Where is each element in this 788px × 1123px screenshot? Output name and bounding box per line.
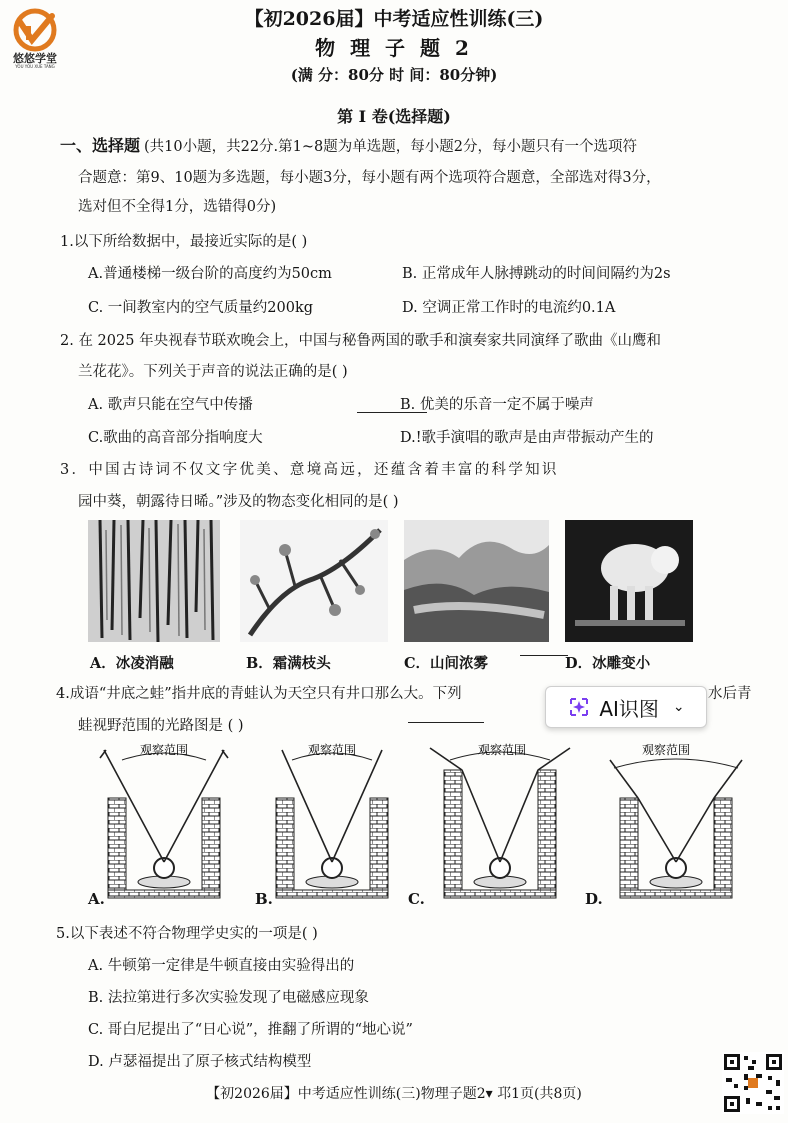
observe-range-label: 观察范围: [140, 743, 189, 757]
well-frog-diagram-icon: [420, 740, 580, 905]
q4-diagram-d: [600, 740, 760, 905]
scan-underline: [520, 655, 568, 656]
q5-option-d: D. 卢瑟福提出了原子核式结构模型: [88, 1054, 312, 1070]
q3-caption-c: C．山间浓雾: [404, 655, 489, 672]
q2-option-d: D.!歌手演唱的歌声是由声带振动产生的: [400, 430, 654, 446]
observe-range-label: 观察范围: [642, 743, 691, 757]
q5-option-c: C. 哥白尼提出了“日心说”，推翻了所谓的“地心说”: [88, 1022, 413, 1038]
q5-option-b: B. 法拉第进行多次实验发现了电磁感应现象: [88, 990, 369, 1006]
chevron-down-icon: ⌄: [672, 699, 685, 715]
q3-image-ice-sculpture: [565, 520, 693, 642]
section-intro-1: (共10小题，共22分.第1~8题为单选题，每小题2分，每小题只有一个选项符: [144, 139, 637, 155]
q3-image-mountain-fog: [404, 520, 549, 642]
q3-caption-a: A．冰凌消融: [90, 655, 174, 672]
q3-stem-2: 园中葵，朝露待日晞。”涉及的物态变化相同的是( ): [78, 494, 399, 510]
section-intro-3: 选对但不全得1分，选错得0分): [78, 199, 277, 215]
volume-heading: 第 I 卷(选择题): [337, 107, 451, 126]
ice-sculpture-icon: [565, 520, 693, 642]
q4-diagram-c: [420, 740, 580, 905]
q2-option-a: A. 歌声只能在空气中传播: [88, 397, 253, 413]
frost-branch-icon: [240, 520, 388, 642]
logo-sub-text: YOU YOU XUE TANG: [15, 64, 55, 69]
ai-recognize-button[interactable]: [545, 686, 707, 728]
q2-option-b: B. 优美的乐音一定不属于噪声: [400, 397, 594, 413]
well-frog-diagram-icon: [84, 740, 244, 905]
q1-stem: 1.以下所给数据中，最接近实际的是( ): [60, 234, 308, 250]
q3-caption-b: B．霜满枝头: [246, 655, 331, 672]
q3-image-ice-melting: [88, 520, 220, 642]
section-heading: 一、选择题: [60, 136, 141, 155]
page-footer: 【初2026届】中考适应性训练(三)物理子题2▾ 邛1页(共8页): [206, 1086, 582, 1102]
ai-button-label: AI识图: [599, 696, 659, 721]
q4-diagram-b: [252, 740, 412, 905]
exam-subject: 物 理 子 题 2: [315, 36, 473, 60]
q2-option-c: C.歌曲的高音部分指响度大: [88, 430, 263, 446]
q5-stem: 5.以下表述不符合物理学史实的一项是( ): [56, 926, 318, 942]
well-frog-diagram-icon: [252, 740, 412, 905]
q3-stem-1: 3．中国古诗词不仅文字优美、意境高远，还蕴含着丰富的科学知识: [60, 462, 559, 478]
q2-stem-2: 兰花花》。下列关于声音的说法正确的是( ): [78, 364, 348, 380]
q4-letter-c: C.: [408, 890, 425, 908]
q4-stem-1-tail: 水后青: [708, 686, 752, 702]
q1-option-a: A.普通楼梯一级台阶的高度约为50cm: [88, 266, 332, 282]
q2-stem-1: 2. 在 2025 年央视春节联欢晚会上，中国与秘鲁两国的歌手和演奏家共同演绎了歌曲《山鹰和: [60, 333, 662, 349]
q4-letter-a: A.: [88, 890, 105, 908]
scan-underline: [408, 722, 484, 723]
section-intro-2: 合题意：第9、10题为多选题，每小题3分，每小题有两个选项符合题意，全部选对得3分，: [78, 170, 661, 186]
q4-letter-d: D.: [585, 890, 603, 908]
q4-letter-b: B.: [255, 890, 273, 908]
score-time-line: (满 分：80分 时 间：80分钟): [290, 66, 498, 84]
q4-stem-1: 4.成语“井底之蛙”指井底的青蛙认为天空只有井口那么大。下列: [56, 686, 462, 702]
q4-diagram-a: [84, 740, 244, 905]
q3-caption-d: D．冰雕变小: [565, 655, 651, 672]
mountain-fog-icon: [404, 520, 549, 642]
q4-stem-2: 蛙视野范围的光路图是 ( ): [78, 718, 244, 734]
exam-title: 【初2026届】中考适应性训练(三): [244, 8, 544, 30]
q3-image-frost-branch: [240, 520, 388, 642]
observe-range-label: 观察范围: [308, 743, 357, 757]
q1-option-d: D. 空调正常工作时的电流约0.1A: [402, 300, 616, 316]
icicles-icon: [88, 520, 220, 642]
logo-brand-text: 悠悠学堂: [13, 52, 57, 65]
well-frog-diagram-icon: [600, 740, 760, 905]
sparkle-icon: [567, 695, 591, 719]
q5-option-a: A. 牛顿第一定律是牛顿直接由实验得出的: [88, 958, 355, 974]
observe-range-label: 观察范围: [478, 743, 527, 757]
q1-option-c: C. 一间教室内的空气质量约200kg: [88, 300, 314, 316]
q1-option-b: B. 正常成年人脉搏跳动的时间间隔约为2s: [402, 266, 671, 282]
